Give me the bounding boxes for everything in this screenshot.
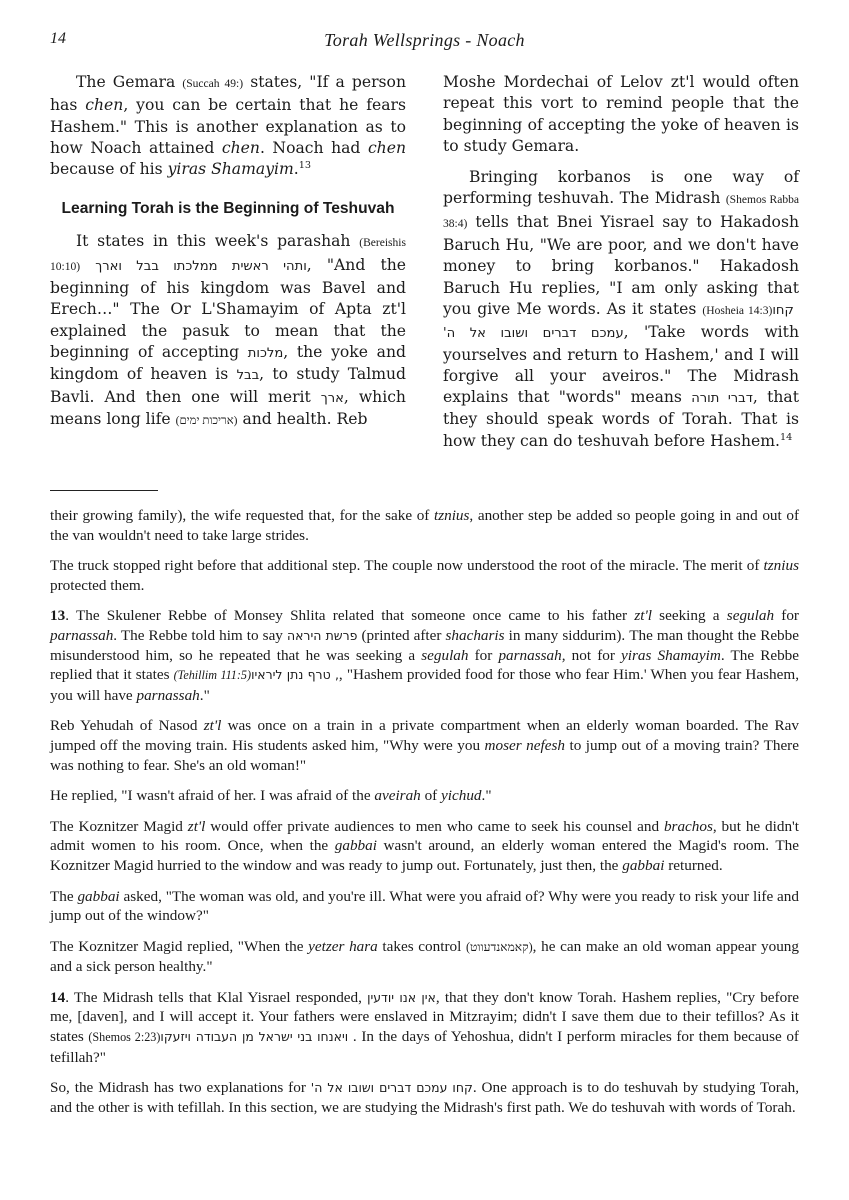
paragraph-gemara-chen: The Gemara (Succah 49:) states, "If a person has chen, you can be certain that he fears Hashem." This is another explanation as to how Noach attained chen. Noach had chen because of his yiras Shamayim.$^{13}$: [50, 73, 406, 179]
hebrew-citation: (אריכות ימים): [175, 414, 238, 427]
paragraph-lelov-vort: Moshe Mordechai of Lelov zt'l would often repeat this vort to remind people that the beginning of accepting the yoke of heaven is to study Gemara.: [443, 73, 799, 155]
footnote-text: The gabbai asked, "The woman was old, and you're ill. What were you afraid of? Why were you ready to risk your life and jump out of the window?": [50, 887, 799, 925]
hebrew-quote: ויאנחו בני ישראל מן העבודה ויזעקו: [160, 1029, 353, 1045]
paragraph-bavel-erech: It states in this week's parashah (Bereishis 10:10) ותהי ראשית ממלכתו בבל וארך, "And the beginning of his kingdom was Bavel and Erech…" The Or L'Shamayim of Apta zt'l explained the pasuk to mean that the beginning of accepting מלכות, the yoke and kingdom of heaven is בבל, to study Talmud Bavli. And then one will merit ארך, which means long life (אריכות ימים) and health. Reb: [50, 232, 407, 428]
footnote-number: 13: [50, 607, 66, 625]
page-number: 14: [50, 30, 66, 47]
hebrew-quote: ותהי ראשית ממלכתו בבל וארך: [95, 258, 307, 274]
hebrew-quote: דברי תורה: [691, 391, 753, 407]
running-title: Torah Wellsprings - Noach: [324, 30, 525, 50]
source-citation: (Succah 49:): [182, 78, 244, 90]
footnote-14: 14. The Midrash tells that Klal Yisrael responded, אין אנו יודעין, that they don't know Torah. Hashem replies, "Cry before me, [daven], and I will accept it. Your fathers were enslaved in Mitzrayim; didn't I save them due to their tefillos? As it states (Shemos 2:23) ויאנחו בני ישראל מן העבודה ויזעקו. In the days of Yehoshua, didn't I perform miracles for them because of tefillah?": [50, 988, 800, 1066]
footnote-text: He replied, "I wasn't afraid of her. I was afraid of the aveirah of yichud.": [50, 787, 492, 805]
hebrew-quote: , טרף נתן ליראיו: [251, 667, 339, 683]
footnote-text: Reb Yehudah of Nasod zt'l was once on a train in a private compartment when an elderly woman boarded. The Rav jumped off the moving train. His students asked him, "Why were you moser nefesh to jump out of a moving train? There was nothing to fear. She's an old woman!": [50, 717, 799, 774]
source-citation: (Hosheia 14:3): [702, 304, 773, 317]
hebrew-quote: קחו עמכם דברים ושובו אל ה': [443, 302, 799, 342]
footnote-13: 13. The Skulener Rebbe of Monsey Shlita related that someone once came to his father zt'l seeking a segulah for parnassah. The Rebbe told him to say פרשת היראה (printed after shacharis in many siddurim). The man thought the Rebbe misunderstood him, so he repeated that he was seeking a segulah for parnassah, not for yiras Shamayim. The Rebbe replied that it states (Tehillim 111:5), טרף נתן ליראיו, "Hashem provided food for those who fear Him.' When you fear Hashem, you will have parnassah.": [50, 607, 800, 704]
hebrew-word: מלכות: [247, 345, 284, 361]
footnote-text: So, the Midrash has two explanations for קחו עמכם דברים ושובו אל ה'. One approach is to do teshuvah by studying Torah, and the other is with tefillah. In this section, we are studying the Midrash's first path. We do teshuvah with words of Torah.: [50, 1079, 799, 1116]
footnotes: [50, 506, 799, 1128]
hebrew-word: פרשת היראה: [286, 627, 358, 643]
footnote-text: The Koznitzer Magid zt'l would offer private audiences to men who came to seek his counsel and brachos, but he didn't admit women to his room. Once, when the gabbai wasn't around, an elderly woman entered the Magid's room. The Koznitzer Magid hurried to the window and was ready to jump out. Fortunately, just then, the gabbai returned.: [50, 817, 800, 874]
footnote-divider: [50, 490, 158, 491]
footnote-ref-13: 13: [298, 160, 312, 171]
hebrew-quote: קחו עמכם דברים ושובו אל ה': [310, 1080, 473, 1096]
source-citation: (Bereishis 10:10): [50, 237, 406, 273]
source-citation: (Tehillim 111:5): [173, 668, 252, 683]
source-citation: (Shemos Rabba 38:4): [443, 194, 800, 230]
footnote-number: 14: [50, 988, 66, 1006]
hebrew-word: ארך: [320, 390, 344, 406]
hebrew-word: (קאמאנדעווט): [466, 939, 533, 954]
hebrew-word: בבל: [236, 368, 260, 384]
page-header: [50, 30, 799, 56]
paragraph-korbanos: Bringing korbanos is one way of performing teshuvah. The Midrash (Shemos Rabba 38:4) tells that Bnei Yisrael say to Hakadosh Baruch Hu, "We are poor, and we don't have money to bring korbanos." Hakadosh Baruch Hu replies, "I am only asking that you give Me words. As it states (Hosheia 14:3) קחו עמכם דברים ושובו אל ה', 'Take words with yourselves and return to Hashem,' and I will forgive all your aveiros." The Midrash explains that "words" means דברי תורה, that they should speak words of Torah. That is how they can do teshuvah before Hashem.$^{14}$: [443, 168, 800, 450]
right-column: [443, 72, 799, 462]
footnote-ref-14: 14: [780, 431, 793, 443]
section-heading: Learning Torah is the Beginning of Teshuvah: [61, 200, 395, 218]
source-citation: (Shemos 2:23): [88, 1030, 161, 1045]
footnote-text: The Koznitzer Magid replied, "When the yetzer hara takes control (קאמאנדעווט), he can make an old woman appear young and a sick person healthy.": [50, 937, 799, 976]
left-column: [50, 72, 406, 442]
hebrew-word: אין אנו יודעין: [367, 989, 436, 1005]
footnote-text: The truck stopped right before that additional step. The couple now understood the root of the miracle. The merit of tznius protected them.: [50, 557, 799, 594]
footnote-text: their growing family), the wife requested that, for the sake of tznius, another step be added so people going in and out of the van wouldn't need to take large strides.: [50, 507, 800, 544]
